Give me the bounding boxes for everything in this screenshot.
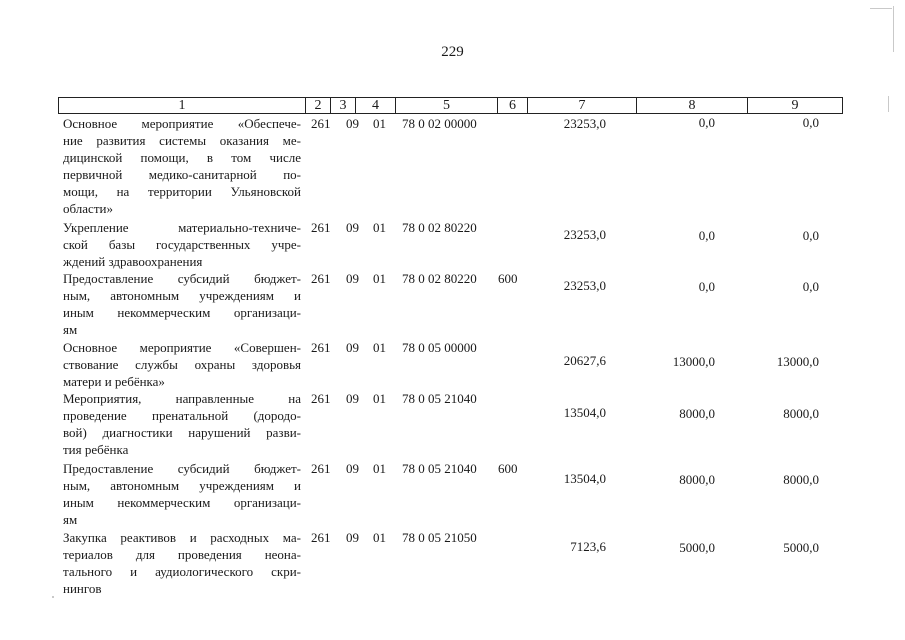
expense-type: 600 (498, 461, 518, 476)
page-number: 229 (441, 44, 464, 60)
target-article: 78 0 05 21050 (402, 530, 477, 545)
amount-col-7: 7123,6 (570, 539, 606, 554)
description-line: тия ребёнка (63, 442, 129, 457)
code-admin: 261 (311, 530, 331, 545)
description-line: тального и аудиологического скри- (63, 564, 301, 579)
description-line: Основное мероприятие «Совершен- (63, 340, 301, 355)
row-description (63, 390, 301, 458)
description-line: Мероприятия, направленные на (63, 391, 301, 406)
row-description (63, 219, 301, 270)
description-line: первичной медико-санитарной по- (63, 167, 301, 182)
expense-type: 600 (498, 271, 518, 286)
code-section: 09 (346, 116, 359, 131)
scan-mark (888, 96, 889, 112)
description-line: Предоставление субсидий бюджет- (63, 271, 301, 286)
description-line: иным некоммерческим организаци- (63, 495, 301, 510)
code-section: 09 (346, 271, 359, 286)
amount-col-8: 13000,0 (672, 354, 715, 369)
code-section: 09 (346, 461, 359, 476)
code-admin: 261 (311, 340, 331, 355)
amount-col-7: 13504,0 (563, 471, 606, 486)
target-article: 78 0 05 00000 (402, 340, 477, 355)
header-col-5: 5 (396, 98, 498, 113)
description-line: матери и ребёнка» (63, 374, 165, 389)
row-description (63, 529, 301, 597)
amount-col-9: 0,0 (802, 228, 819, 243)
code-subsection: 01 (373, 340, 386, 355)
code-subsection: 01 (373, 530, 386, 545)
target-article: 78 0 05 21040 (402, 391, 477, 406)
header-col-3: 3 (331, 98, 356, 113)
description-line: ствование службы охраны здоровья (63, 357, 301, 372)
target-article: 78 0 05 21040 (402, 461, 477, 476)
description-line: Предоставление субсидий бюджет- (63, 461, 301, 476)
amount-col-7: 13504,0 (563, 405, 606, 420)
code-subsection: 01 (373, 116, 386, 131)
code-section: 09 (346, 340, 359, 355)
header-col-7: 7 (528, 98, 637, 113)
table-header (58, 97, 843, 114)
amount-col-9: 5000,0 (783, 540, 819, 555)
header-col-1: 1 (59, 98, 306, 113)
amount-col-7: 23253,0 (563, 278, 606, 293)
amount-col-8: 8000,0 (679, 472, 715, 487)
description-line: Укрепление материально-техниче- (63, 220, 301, 235)
description-line: ждений здравоохранения (63, 254, 203, 269)
header-col-4: 4 (356, 98, 396, 113)
amount-col-9: 13000,0 (776, 354, 819, 369)
code-admin: 261 (311, 461, 331, 476)
header-col-8: 8 (637, 98, 748, 113)
amount-col-7: 20627,6 (563, 353, 606, 368)
description-line: проведение пренатальной (дородо- (63, 408, 301, 423)
header-col-2: 2 (306, 98, 331, 113)
target-article: 78 0 02 00000 (402, 116, 477, 131)
scan-mark (893, 6, 894, 52)
row-description (63, 115, 301, 217)
code-admin: 261 (311, 391, 331, 406)
code-subsection: 01 (373, 271, 386, 286)
description-line: нингов (63, 581, 102, 596)
code-subsection: 01 (373, 220, 386, 235)
amount-col-7: 23253,0 (563, 227, 606, 242)
description-line: мощи, на территории Ульяновской (63, 184, 301, 199)
code-admin: 261 (311, 220, 331, 235)
description-line: Закупка реактивов и расходных ма- (63, 530, 301, 545)
code-admin: 261 (311, 116, 331, 131)
description-line: ние развития системы оказания ме- (63, 133, 301, 148)
description-line: иным некоммерческим организаци- (63, 305, 301, 320)
description-line: ным, автономным учреждениям и (63, 478, 301, 493)
description-line: ям (63, 512, 78, 527)
code-admin: 261 (311, 271, 331, 286)
description-line: области» (63, 201, 113, 216)
description-line: ям (63, 322, 78, 337)
header-col-6: 6 (498, 98, 528, 113)
target-article: 78 0 02 80220 (402, 220, 477, 235)
description-line: дицинской помощи, в том числе (63, 150, 301, 165)
description-line: ным, автономным учреждениям и (63, 288, 301, 303)
amount-col-7: 23253,0 (563, 116, 606, 131)
scan-mark (870, 8, 892, 9)
amount-col-8: 8000,0 (679, 406, 715, 421)
row-description (63, 270, 301, 338)
row-description (63, 339, 301, 390)
target-article: 78 0 02 80220 (402, 271, 477, 286)
scan-mark (52, 596, 54, 598)
amount-col-9: 8000,0 (783, 472, 819, 487)
code-section: 09 (346, 530, 359, 545)
amount-col-8: 5000,0 (679, 540, 715, 555)
code-subsection: 01 (373, 391, 386, 406)
amount-col-8: 0,0 (698, 115, 715, 130)
amount-col-9: 0,0 (802, 279, 819, 294)
description-line: ской базы государственных учре- (63, 237, 301, 252)
description-line: Основное мероприятие «Обеспече- (63, 116, 301, 131)
code-subsection: 01 (373, 461, 386, 476)
header-col-9: 9 (791, 98, 799, 113)
amount-col-8: 0,0 (698, 279, 715, 294)
row-description (63, 460, 301, 528)
code-section: 09 (346, 391, 359, 406)
description-line: териалов для проведения неона- (63, 547, 301, 562)
amount-col-9: 0,0 (802, 115, 819, 130)
amount-col-9: 8000,0 (783, 406, 819, 421)
description-line: вой) диагностики нарушений разви- (63, 425, 301, 440)
amount-col-8: 0,0 (698, 228, 715, 243)
code-section: 09 (346, 220, 359, 235)
